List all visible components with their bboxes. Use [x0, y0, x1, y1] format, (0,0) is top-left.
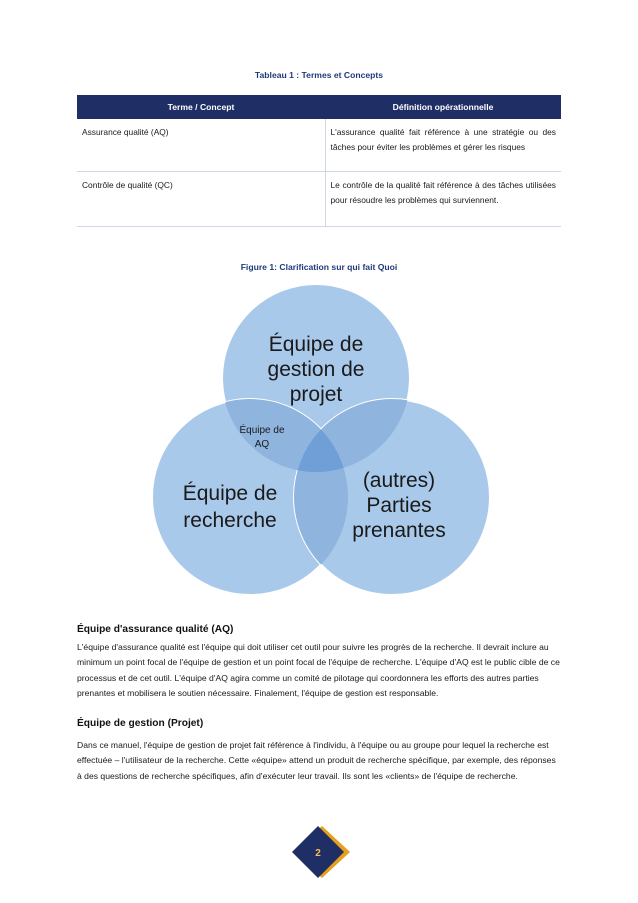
page-number: 2 [315, 848, 321, 859]
definition-cell: Le contrôle de la qualité fait référence à des tâches utilisées pour résoudre les problèmes qui surviennent. [325, 172, 561, 227]
label-research-team-line-2: recherche [183, 509, 277, 532]
section-heading-aq: Équipe d'assurance qualité (AQ) [77, 624, 234, 635]
label-project-team-line-1: Équipe de [268, 333, 364, 356]
term-cell: Assurance qualité (AQ) [77, 119, 325, 172]
label-aq-line-1: Équipe de [239, 425, 285, 436]
label-aq-line-2: AQ [254, 439, 270, 450]
table-caption: Tableau 1 : Termes et Concepts [254, 70, 384, 80]
label-research-team-line-1: Équipe de [182, 482, 278, 505]
label-project-team-line-2: gestion de [267, 358, 365, 381]
column-header-definition: Définition opérationnelle [325, 95, 561, 119]
section-body-project-management: Dans ce manuel, l'équipe de gestion de projet fait référence à l'individu, à l'équipe ou au groupe pour lequel la recherche est effectuée – l'utilisateur de la recherche. Cette «équipe» attend un produit de recherche spécifique, par exemple, des réponses à des questions de recherche spécifiques, afin d'exécuter leur travail. Ils sont les «clients» de l'équipe de recherche. [77, 740, 556, 781]
label-stakeholders-line-1: (autres) [362, 469, 436, 492]
section-body-aq: L'équipe d'assurance qualité est l'équipe qui doit utiliser cet outil pour suivre les progrès de la recherche. Il devrait inclure au minimum un point focal de l'équipe de gestion et un point focal de l'équipe de recherche. L'équipe d'AQ est le public cible de ce processus et de cet outil. L'équipe d'AQ agira comme un comité de pilotage qui coordonnera les efforts des autres parties prenantes et mobilisera le soutien nécessaire. Finalement, l'équipe de gestion est responsable. [77, 642, 560, 698]
term-cell: Contrôle de qualité (QC) [77, 172, 325, 227]
page-number-badge [278, 822, 358, 882]
label-stakeholders-line-3: prenantes [352, 519, 446, 542]
label-project-team-line-3: projet [289, 383, 343, 406]
definition-cell: L'assurance qualité fait référence à une stratégie ou des tâches pour éviter les problèmes et gérer les risques [325, 119, 561, 172]
section-heading-project-management: Équipe de gestion (Projet) [77, 718, 204, 729]
figure-caption: Figure 1: Clarification sur qui fait Quoi [240, 262, 398, 272]
column-header-term: Terme / Concept [77, 95, 325, 119]
label-stakeholders-line-2: Parties [366, 494, 432, 517]
